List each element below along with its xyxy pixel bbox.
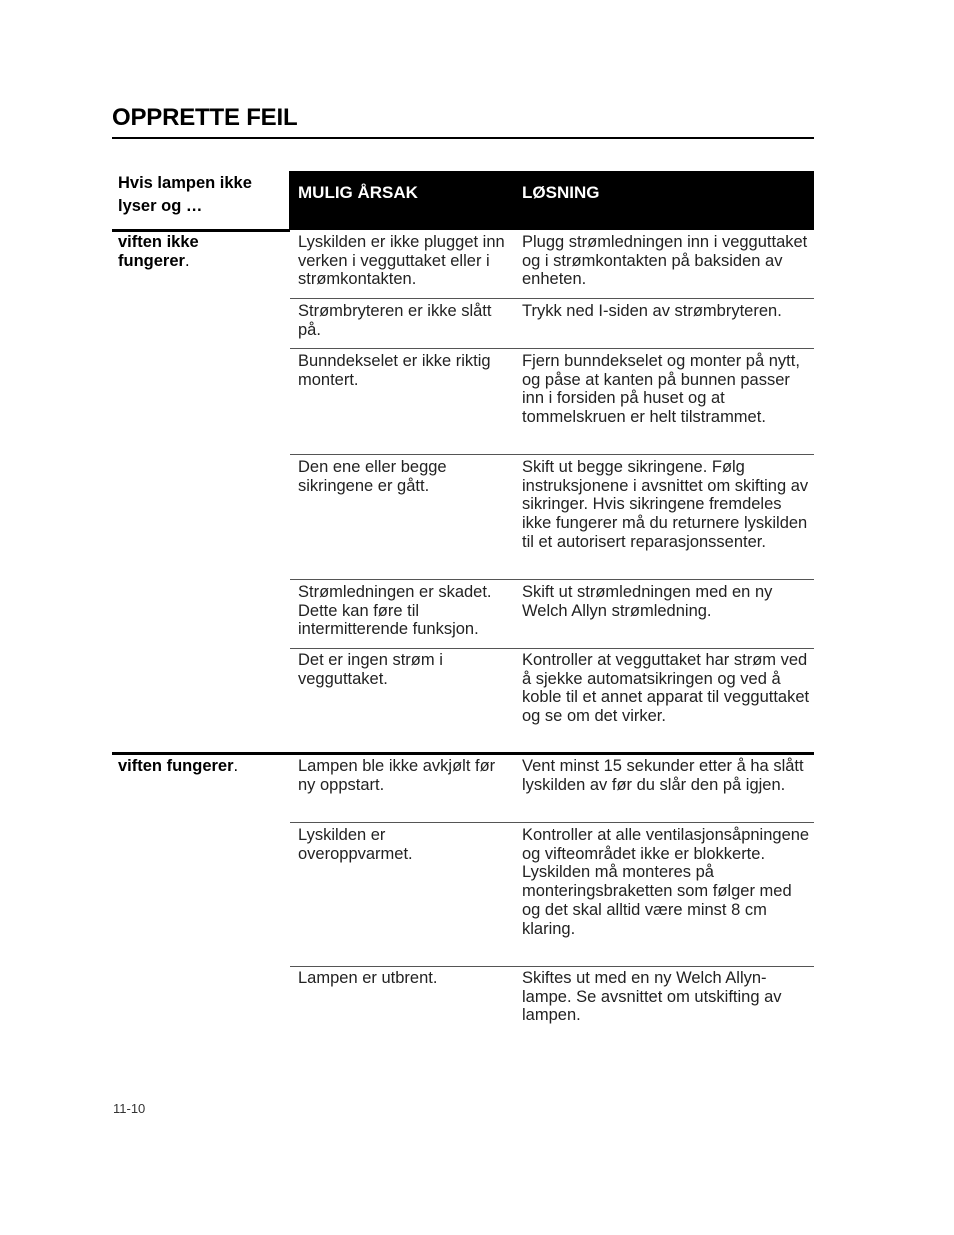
condition-line2 xyxy=(118,252,283,271)
cause-cell: Strømledningen er skadet. Dette kan føre til intermitterende funksjon. xyxy=(298,583,492,639)
group-divider xyxy=(112,752,814,755)
row-divider xyxy=(290,298,814,299)
solution-cell: Kontroller at alle ventilasjonsåpningene og vifteområdet ikke er blokkerte. Lyskilden må monteres på monteringsbraketten som følger med og det skal alltid være minst 8 cm klaring. xyxy=(522,826,810,938)
condition-line1: viften ikke xyxy=(118,233,199,251)
cause-cell: Lyskilden er ikke plugget inn verken i vegguttaket eller i strømkontakten. xyxy=(298,233,505,289)
row-divider xyxy=(290,579,814,580)
page-number: 11-10 xyxy=(113,1101,146,1116)
page-title: OPPRETTE FEIL xyxy=(112,104,298,131)
row-divider xyxy=(290,454,814,455)
row-divider xyxy=(290,348,814,349)
cause-cell: Det er ingen strøm i vegguttaket. xyxy=(298,651,443,688)
solution-cell: Vent minst 15 sekunder etter å ha slått lyskilden av før du slår den på igjen. xyxy=(522,757,804,794)
solution-cell: Skift ut strømledningen med en ny Welch Allyn strømledning. xyxy=(522,583,773,620)
cause-cell: Bunndekselet er ikke riktig montert. xyxy=(298,352,491,389)
condition-period: . xyxy=(233,757,239,775)
cause-cell: Lampen ble ikke avkjølt før ny oppstart. xyxy=(298,757,496,794)
cause-cell: Lampen er utbrent. xyxy=(298,969,438,987)
solution-cell: Trykk ned I-siden av strømbryteren. xyxy=(522,302,782,320)
solution-cell: Kontroller at vegguttaket har strøm ved å sjekke automatsikringen og ved å koble til et annet apparat til vegguttaket og se om det virker. xyxy=(522,651,810,726)
condition-line2-text: fungerer xyxy=(118,252,185,270)
condition-fan-working xyxy=(118,757,283,776)
cause-cell: Lyskilden er overoppvarmet. xyxy=(298,826,413,863)
solution-cell: Skiftes ut med en ny Welch Allyn-lampe. Se avsnittet om utskifting av lampen. xyxy=(522,969,782,1025)
condition-period: . xyxy=(184,252,190,270)
row-divider xyxy=(290,648,814,649)
title-divider xyxy=(112,137,814,139)
condition-header-line1: Hvis lampen ikke xyxy=(118,174,252,192)
condition-line1: viften fungerer xyxy=(118,757,234,775)
condition-column-header xyxy=(118,172,288,218)
condition-fan-not-working xyxy=(118,233,283,271)
column-header-solution: LØSNING xyxy=(522,183,600,202)
solution-cell: Plugg strømledningen inn i vegguttaket og i strømkontakten på baksiden av enheten. xyxy=(522,233,808,289)
condition-header-line2: lyser og … xyxy=(118,197,203,215)
solution-cell: Skift ut begge sikringene. Følg instruksjonene i avsnittet om skifting av sikringer. Hvis sikringene fremdeles ikke fungerer må du returnere lyskilden til et autorisert reparasjonssenter. xyxy=(522,458,809,551)
row-divider xyxy=(290,822,814,823)
solution-cell: Fjern bunndekselet og monter på nytt, og påse at kanten på bunnen passer inn i forsiden på huset og at tommelskruen er helt tilstrammet. xyxy=(522,352,800,427)
cause-cell: Den ene eller begge sikringene er gått. xyxy=(298,458,447,495)
cause-cell: Strømbryteren er ikke slått på. xyxy=(298,302,492,339)
row-divider xyxy=(290,966,814,967)
column-header-cause: MULIG ÅRSAK xyxy=(298,183,418,202)
condition-header-rule xyxy=(112,229,290,232)
